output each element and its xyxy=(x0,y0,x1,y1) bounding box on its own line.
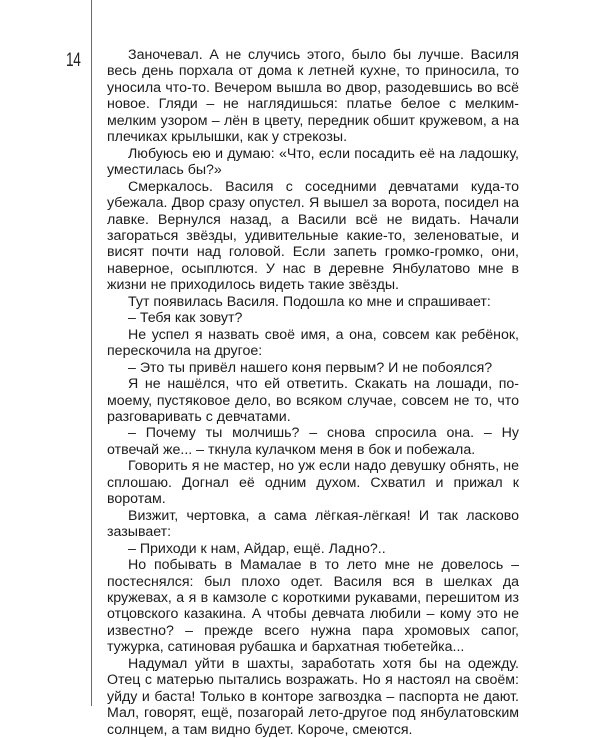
paragraph: Но побывать в Мамалае в то лето мне не довелось – постеснялся: был плохо одет. Василя вся в шелках да кружевах, а я в камзоле с короткими рукавами, перешитом из отцовского казакина. А чтобы девчата любили – кому это не известно? – прежде всего нужна пара хромовых сапог, тужурка, сатиновая рубашка и бархатная тюбетейка... xyxy=(107,557,519,656)
paragraph: – Тебя как зовут? xyxy=(128,310,243,327)
page-number: 14 xyxy=(66,50,81,71)
paragraph: Надумал уйти в шахты, заработать хотя бы на одежду. Отец с матерью пытались возражать. Но я настоял на своём: уйду и баста! Только в конторе загвоздка – паспорта не дают. Мал, говорят, ещё, позагорай лето-другое под янбулатовским солнцем, а там видно будет. Короче, смеются. xyxy=(107,655,519,738)
margin-rule xyxy=(91,0,92,706)
paragraph: Визжит, чертовка, а сама лёгкая-лёгкая! И так ласково зазывает: xyxy=(107,507,519,541)
paragraph: Я не нашёлся, что ей ответить. Скакать на лошади, по-моему, пустяковое дело, во всяком случае, совсем не то, что разговаривать с девчатами. xyxy=(107,376,519,425)
paragraph: – Это ты привёл нашего коня первым? И не побоялся? xyxy=(128,359,493,376)
paragraph: Не успел я назвать своё имя, а она, совсем как ребёнок, перескочила на другое: xyxy=(107,326,519,360)
paragraph: Заночевал. А не случись этого, было бы лучше. Василя весь день порхала от дома к летней кухне, то приносила, то уносила что-то. Вечером вышла во двор, разодевшись во всё новое. Гляди – не наглядишься: платье белое с мелким-мелким узором – лён в цвету, передник обшит кружевом, а на плечиках крылышки, как у стрекозы. xyxy=(107,47,519,146)
body-text xyxy=(107,47,519,738)
paragraph: Тут появилась Василя. Подошла ко мне и спрашивает: xyxy=(128,293,491,310)
paragraph: – Приходи к нам, Айдар, ещё. Ладно?.. xyxy=(128,540,386,557)
paragraph: Любуюсь ею и думаю: «Что, если посадить её на ладошку, уместилась бы?» xyxy=(107,145,519,179)
paragraph: – Почему ты молчишь? – снова спросила она. – Ну отвечай же... – ткнула кулачком меня в бок и побежала. xyxy=(107,425,519,458)
paragraph: Смеркалось. Василя с соседними девчатами куда-то убежала. Двор сразу опустел. Я вышел за ворота, посидел на лавке. Вернулся назад, а Васили всё не видать. Начали загораться звёзды, удивительные какие-то, зеленоватые, и висят почти над головой. Если запеть громко-громко, они, наверное, осыплются. У нас в деревне Янбулатово мне в жизни не приходилось видеть такие звёзды. xyxy=(107,178,519,294)
paragraph: Говорить я не мастер, но уж если надо девушку обнять, не сплошаю. Догнал её одним духом. Схватил и прижал к воротам. xyxy=(107,458,519,508)
